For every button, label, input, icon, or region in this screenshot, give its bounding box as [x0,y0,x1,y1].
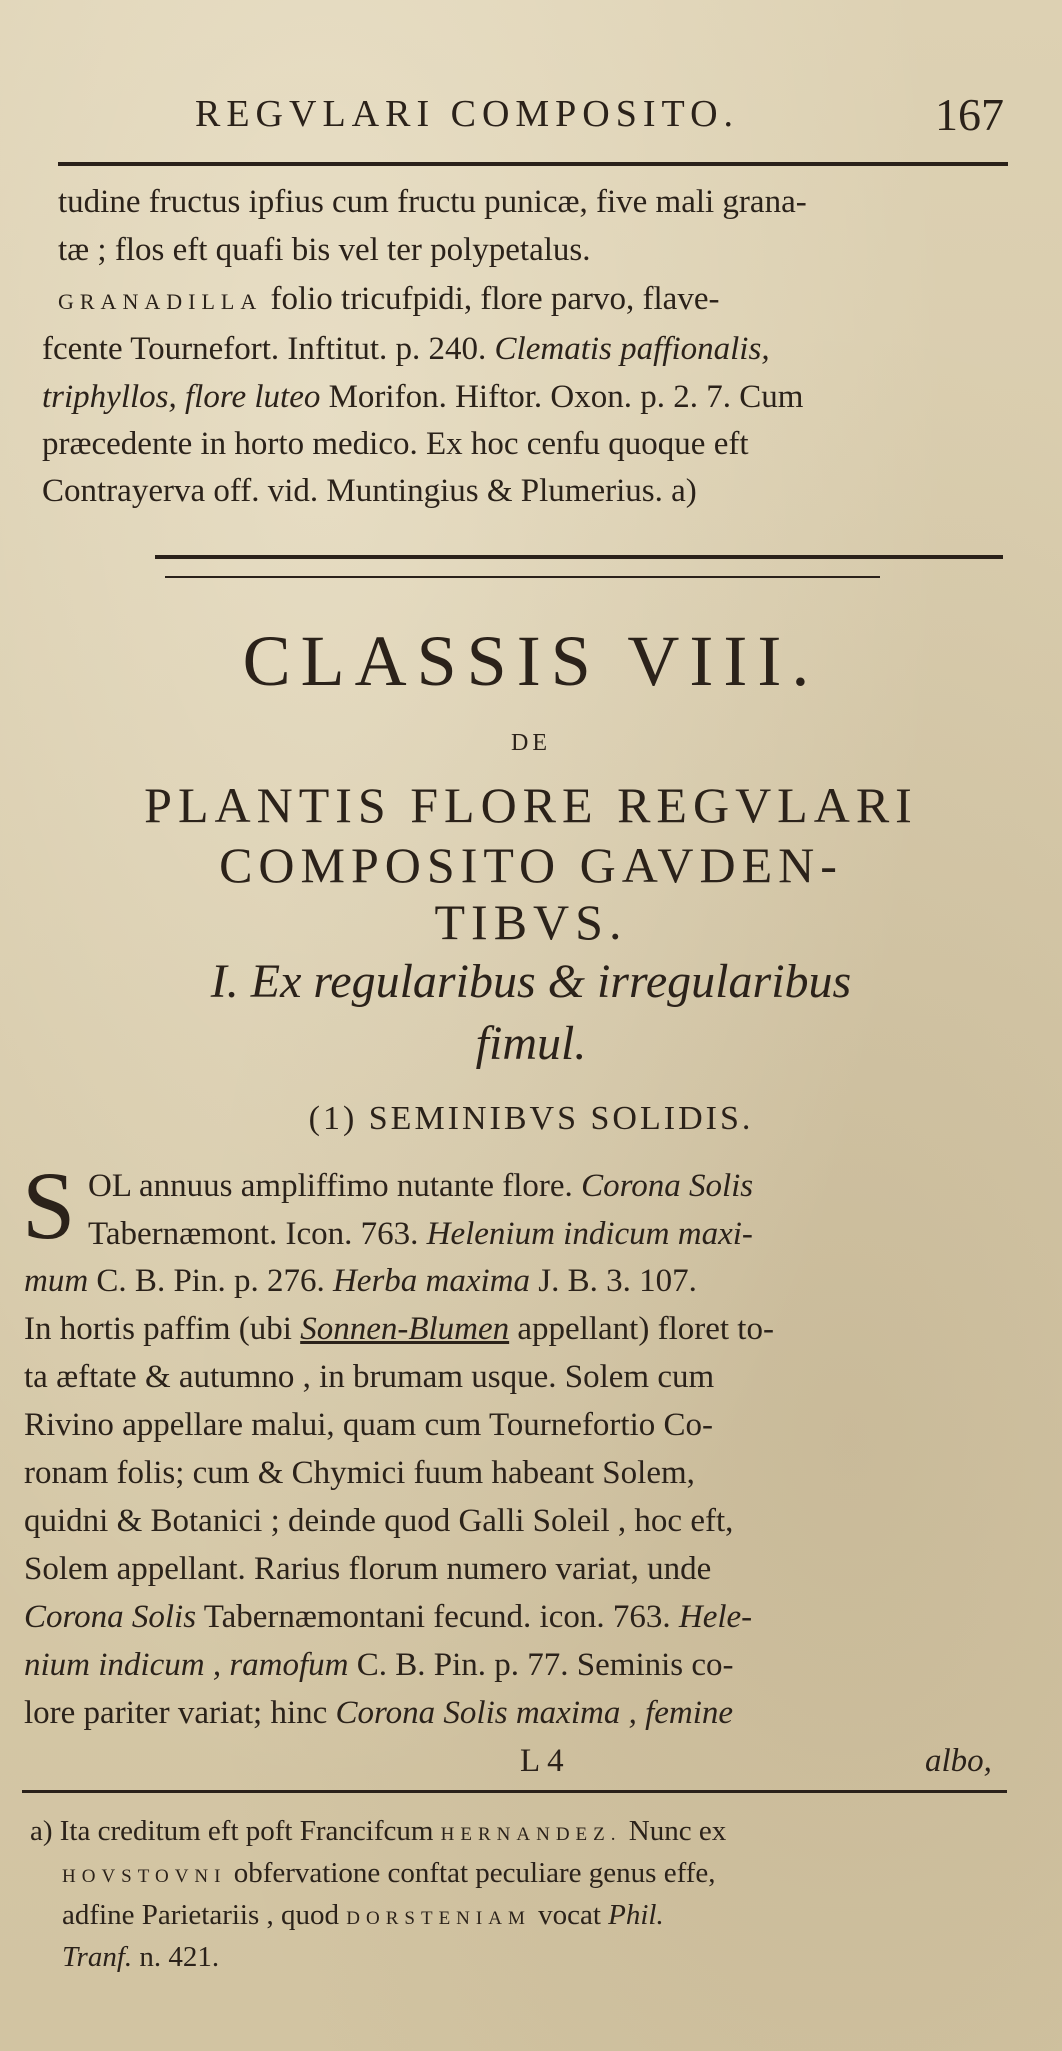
plant-name: GRANADILLA [58,289,263,314]
section-rule-top [155,555,1003,559]
running-title: REGVLARI COMPOSITO. [195,93,740,135]
text-line: tæ ; flos eft quafi bis vel ter polypetalus. [58,232,591,268]
header-rule [58,162,1008,166]
footnote-line: Tranf. n. 421. [62,1941,220,1973]
text-line: tudine fructus ipfius cum fructu punicæ, five mali grana- [58,184,807,220]
text-line: præcedente in horto medico. Ex hoc cenfu quoque eft [42,426,749,462]
section-rule-bottom [165,576,880,578]
subheading-line: I. Ex regularibus & irregularibus [210,955,852,1008]
drop-cap: S [22,1152,76,1259]
text-line: nium indicum , ramofum C. B. Pin. p. 77. Seminis co- [24,1647,734,1683]
footnote-line: adfine Parietariis , quod DORSTENIAM vocat Phil. [62,1899,664,1931]
catchword: albo, [925,1743,992,1779]
footnote-rule [22,1790,1007,1793]
text-line: fcente Tournefort. Inftitut. p. 240. Clematis paffionalis, [42,331,770,367]
text-line: triphyllos, flore luteo Morifon. Hiftor. Oxon. p. 2. 7. Cum [42,379,804,415]
text-line: GRANADILLA folio tricufpidi, flore parvo, flave- [58,281,720,317]
text-line: lore pariter variat; hinc Corona Solis maxima , femine [24,1695,734,1731]
heading-line: TIBVS. [434,894,628,950]
de-label: DE [511,730,551,756]
text-line: Solem appellant. Rarius florum numero variat, unde [24,1551,712,1587]
section-heading: (1) SEMINIBVS SOLIDIS. [308,1100,754,1137]
text-line: Contrayerva off. vid. Muntingius & Plumerius. a) [42,473,697,509]
footnote-line: HOVSTOVNI obfervatione conftat peculiare genus effe, [62,1857,716,1889]
text-line: OL annuus ampliffimo nutante flore. Corona Solis [88,1168,754,1204]
text-line: In hortis paffim (ubi Sonnen-Blumen appellant) floret to- [24,1311,774,1347]
text-line: Corona Solis Tabernæmontani fecund. icon. 763. Hele- [24,1599,753,1635]
signature-mark: L 4 [520,1743,564,1779]
class-title: CLASSIS VIII. [242,621,820,701]
page-number: 167 [935,89,1004,140]
text-line: ta æftate & autumno , in brumam usque. Solem cum [24,1359,715,1395]
footnote-line: a) Ita creditum eft poft Francifcum HERNANDEZ. Nunc ex [30,1815,727,1847]
subheading-line: fimul. [475,1017,587,1070]
text-line: Tabernæmont. Icon. 763. Helenium indicum maxi- [88,1216,753,1252]
heading-line: PLANTIS FLORE REGVLARI [144,777,918,833]
text-line: Rivino appellare malui, quam cum Tournefortio Co- [24,1407,714,1443]
heading-line: COMPOSITO GAVDEN- [219,837,843,893]
text-line: ronam folis; cum & Chymici fuum habeant Solem, [24,1455,695,1491]
text-line: quidni & Botanici ; deinde quod Galli Soleil , hoc eft, [24,1503,734,1539]
text-line: mum C. B. Pin. p. 276. Herba maxima J. B. 3. 107. [24,1263,697,1299]
